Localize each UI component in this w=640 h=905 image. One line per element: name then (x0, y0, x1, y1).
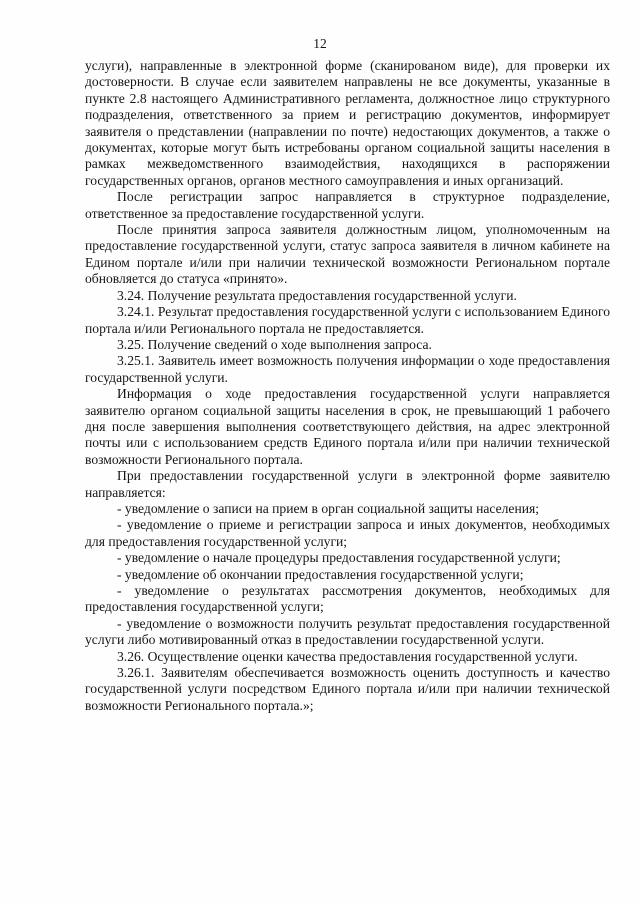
section-heading: 3.26. Осуществление оценки качества предоставления государственной услуги. (117, 648, 578, 664)
paragraph: 3.24.1. Результат предоставления государственной услуги с использованием Единого портала и/или Регионального портала не предоставляется. (85, 304, 610, 336)
paragraph: 3.26.1. Заявителям обеспечивается возможность оценить доступность и качество государственной услуги посредством Единого портала и/или при наличии технической возможности Регионального портала.»; (85, 665, 610, 713)
paragraph: 3.25.1. Заявитель имеет возможность получения информации о ходе предоставления государственной услуги. (85, 353, 610, 385)
paragraph: После регистрации запрос направляется в структурное подразделение, ответственное за предоставление государственной услуги. (85, 189, 610, 221)
section-heading: 3.24. Получение результата предоставления государственной услуги. (117, 287, 517, 303)
paragraph: При предоставлении государственной услуги в электронной форме заявителю направляется: (85, 468, 610, 500)
list-item: - уведомление о приеме и регистрации запроса и иных документов, необходимых для предоставления государственной услуги; (85, 517, 610, 549)
page-number: 12 (313, 36, 327, 51)
list-item: - уведомление о возможности получить результат предоставления государственной услуги либо мотивированный отказ в предоставлении государственной услуги. (85, 615, 610, 648)
paragraph: Информация о ходе предоставления государственной услуги направляется заявителю органом социальной защиты населения в срок, не превышающий 1 рабочего дня после завершения выполнения соответствующего действия, на адрес электронной почты или с использованием средств Единого портала и/или при наличии технической возможности Регионального портала. (85, 386, 610, 467)
document-body (85, 58, 610, 714)
section-heading: 3.25. Получение сведений о ходе выполнения запроса. (117, 336, 432, 352)
list-item: - уведомление о результатах рассмотрения документов, необходимых для предоставления государственной услуги; (85, 583, 610, 615)
list-item: - уведомление о начале процедуры предоставления государственной услуги; (117, 550, 561, 566)
list-item: - уведомление о записи на прием в орган социальной защиты населения; (117, 500, 540, 516)
paragraph: услуги), направленные в электронной форме (сканированом виде), для проверки их достоверности. В случае если заявителем направлены не все документы, указанные в пункте 2.8 настоящего Административного регламента, должностное лицо структурного подразделения, ответственного за прием и регистрацию документов, информирует заявителя о представлении (направлении по почте) недостающих документов, а также о документах, которые могут быть истребованы органом социальной защиты населения в рамках межведомственного взаимодействия, находящихся в распоряжении государственных органов, органов местного самоуправления и иных организаций. (85, 58, 610, 188)
list-item: - уведомление об окончании предоставления государственной услуги; (117, 566, 524, 582)
paragraph: После принятия запроса заявителя должностным лицом, уполномоченным на предоставление государственной услуги, статус запроса заявителя в личном кабинете на Едином портале и/или при наличии технической возможности Региональном портале обновляется до статуса «принято». (85, 222, 610, 287)
